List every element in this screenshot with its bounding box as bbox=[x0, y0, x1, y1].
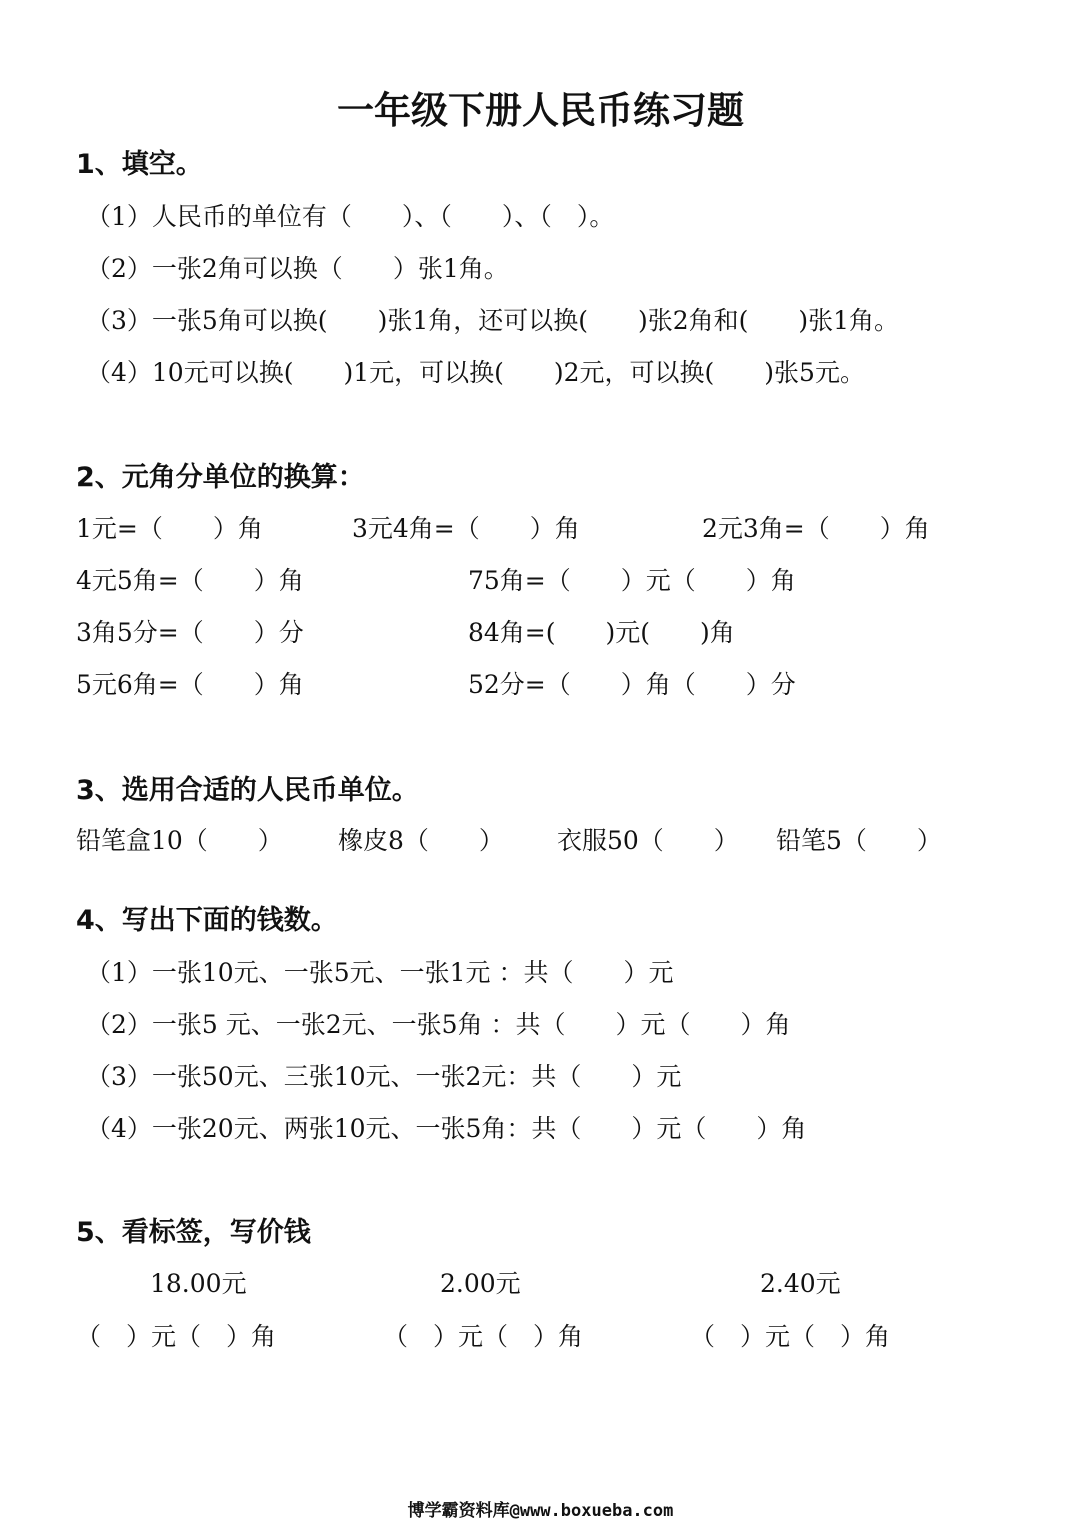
s3-item: 衣服50（ ） bbox=[557, 826, 739, 855]
price-label: 18.00元 bbox=[150, 1269, 247, 1298]
s1-item-4: （4）10元可以换( )1元，可以换( )2元，可以换( )张5元。 bbox=[86, 358, 865, 387]
price-answer: （ ）元（ ）角 bbox=[690, 1322, 891, 1351]
s2-cell: 5元6角=（ ）角 bbox=[76, 670, 304, 699]
section-2-heading: 2、元角分单位的换算： bbox=[76, 462, 365, 493]
s4-item-2: （2）一张5 元、一张2元、一张5角 ：共（ ）元（ ）角 bbox=[86, 1010, 791, 1039]
s2-cell: 75角=（ ）元（ ）角 bbox=[468, 566, 796, 595]
footer-watermark: 博学霸资料库@www.boxueba.com bbox=[407, 1501, 674, 1521]
s2-cell: 3元4角=（ ）角 bbox=[352, 514, 580, 543]
s1-item-3: （3）一张5角可以换( )张1角，还可以换( )张2角和( )张1角。 bbox=[86, 306, 900, 335]
section-4-heading: 4、写出下面的钱数。 bbox=[76, 905, 338, 936]
s1-item-2: （2）一张2角可以换（ ）张1角。 bbox=[86, 254, 509, 283]
price-answer: （ ）元（ ）角 bbox=[76, 1322, 277, 1351]
s2-cell: 4元5角=（ ）角 bbox=[76, 566, 304, 595]
s3-item: 铅笔5（ ） bbox=[776, 826, 942, 855]
section-5-heading: 5、看标签，写价钱 bbox=[76, 1217, 311, 1248]
s4-item-3: （3）一张50元、三张10元、一张2元：共（ ）元 bbox=[86, 1062, 682, 1091]
s1-item-1: （1）人民币的单位有（ ）、（ ）、（ ）。 bbox=[86, 202, 615, 231]
page-title: 一年级下册人民币练习题 bbox=[337, 89, 744, 132]
section-3-heading: 3、选用合适的人民币单位。 bbox=[76, 775, 419, 806]
s2-cell: 52分=（ ）角（ ）分 bbox=[468, 670, 796, 699]
s4-item-4: （4）一张20元、两张10元、一张5角：共（ ）元（ ）角 bbox=[86, 1114, 807, 1143]
price-answer: （ ）元（ ）角 bbox=[383, 1322, 584, 1351]
s2-cell: 3角5分=（ ）分 bbox=[76, 618, 304, 647]
s2-cell: 2元3角=（ ）角 bbox=[702, 514, 930, 543]
s2-cell: 84角=( )元( )角 bbox=[468, 618, 735, 647]
s2-cell: 1元=（ ）角 bbox=[76, 514, 263, 543]
s3-item: 橡皮8（ ） bbox=[338, 826, 504, 855]
s3-item: 铅笔盒10（ ） bbox=[76, 826, 283, 855]
price-label: 2.00元 bbox=[440, 1269, 521, 1298]
s4-item-1: （1）一张10元、一张5元、一张1元 ：共（ ）元 bbox=[86, 958, 674, 987]
section-1-heading: 1、填空。 bbox=[76, 149, 203, 180]
price-label: 2.40元 bbox=[760, 1269, 841, 1298]
